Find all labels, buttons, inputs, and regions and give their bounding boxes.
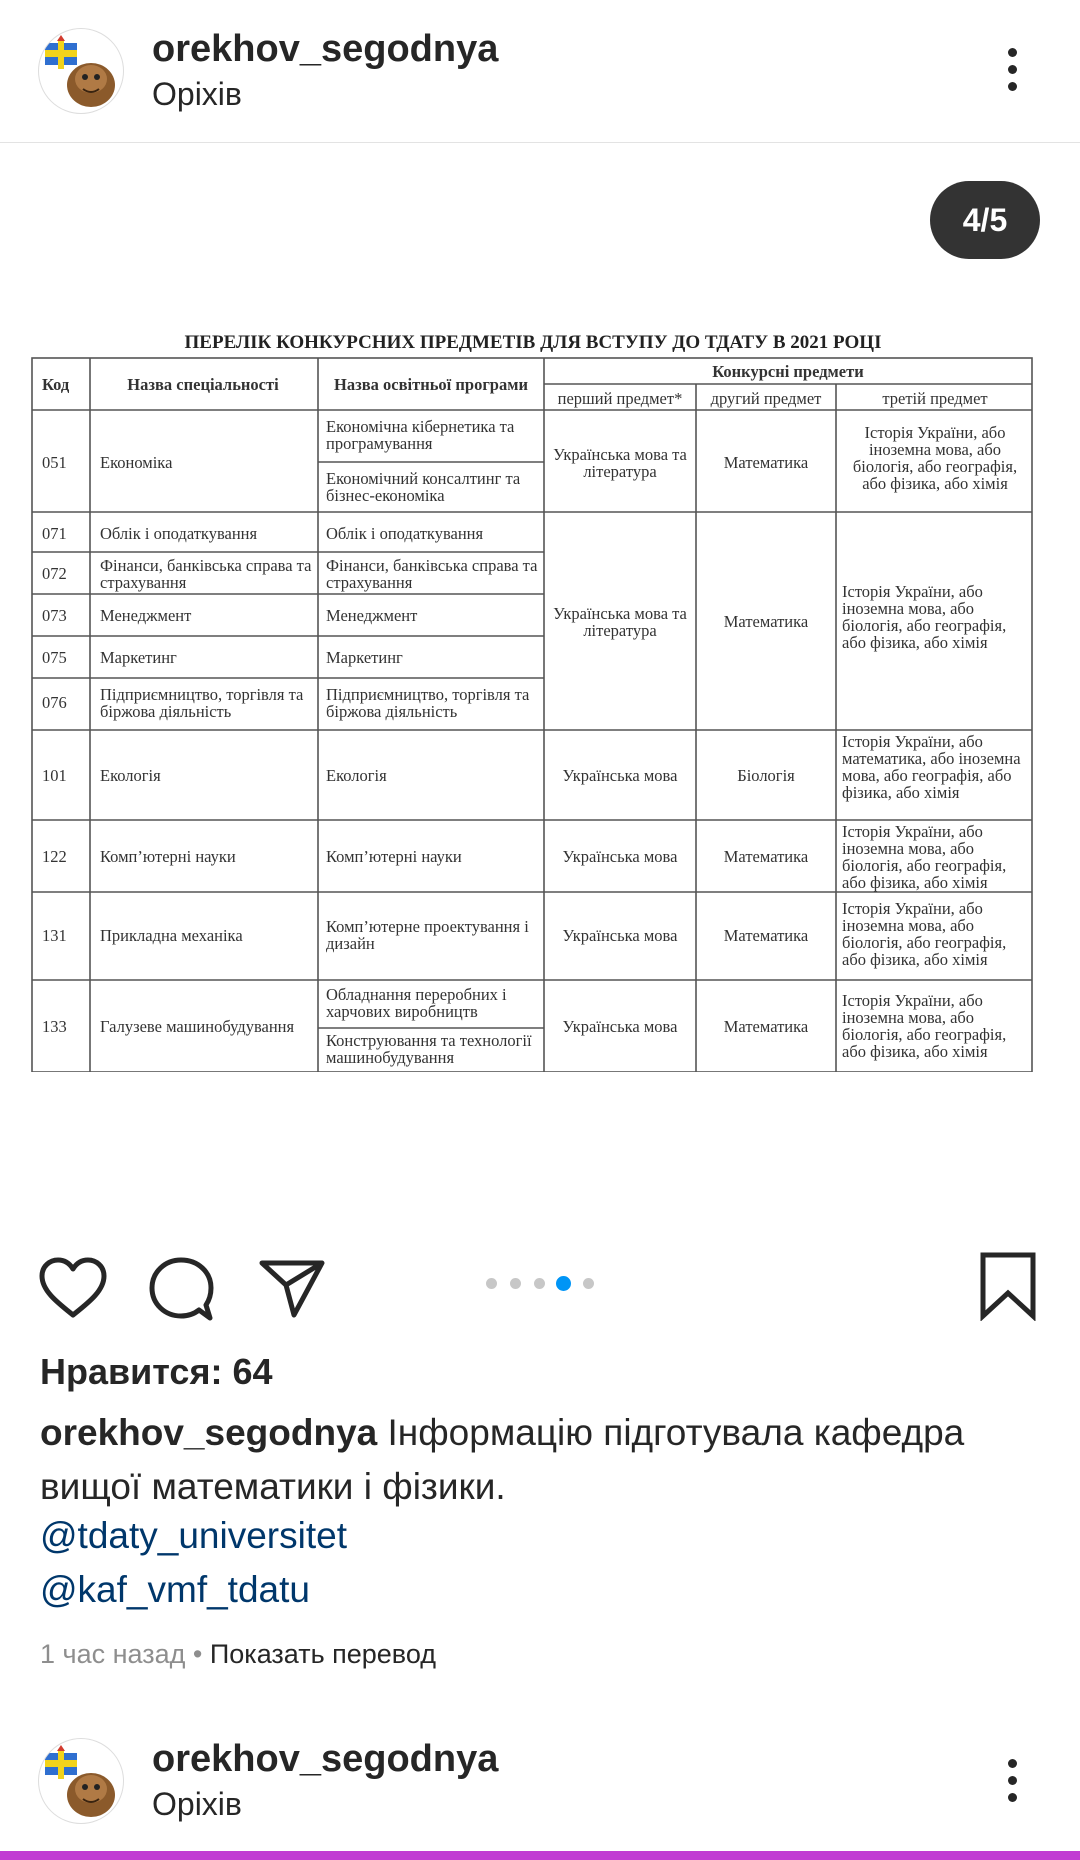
first-122: Українська мова — [562, 847, 678, 866]
third-133: Історія України, або іноземна мова, або біологія, або географія, або фізика, або хімія — [842, 991, 1007, 1061]
carousel-dot-active — [556, 1276, 571, 1291]
third-051: Історія України, або іноземна мова, або біологія, або географія, або фізика, або хімія — [852, 423, 1018, 493]
post-time: 1 час назад — [40, 1639, 186, 1669]
specialty-073: Менеджмент — [100, 606, 192, 625]
program-122: Комп’ютерні науки — [326, 847, 462, 866]
header-subjects: Конкурсні предмети — [712, 362, 864, 381]
code-131: 131 — [42, 926, 67, 945]
comment-icon[interactable] — [148, 1257, 214, 1321]
next-post-header — [0, 1712, 1080, 1854]
third-07x: Історія України, або іноземна мова, або біологія, або географія, або фізика, або хімія — [842, 582, 1007, 652]
mention-link[interactable]: @kaf_vmf_tdatu — [40, 1569, 310, 1610]
code-122: 122 — [42, 847, 67, 866]
mention-link[interactable]: @tdaty_universitet — [40, 1515, 347, 1556]
second-133: Математика — [723, 1017, 809, 1036]
code-073: 073 — [42, 606, 67, 625]
first-131: Українська мова — [562, 926, 678, 945]
carousel-dot — [510, 1278, 521, 1289]
specialty-075: Маркетинг — [100, 648, 177, 667]
program-076: Підприємництво, торгівля та біржова діяльність — [326, 685, 530, 721]
location[interactable]: Оріхів — [152, 1786, 242, 1822]
program-051-2: Економічний консалтинг та бізнес-економіка — [326, 469, 521, 505]
specialty-101: Екологія — [100, 766, 161, 785]
location[interactable]: Оріхів — [152, 76, 242, 112]
third-101: Історія України, або математика, або іноземна мова, або географія, або фізика, або хімія — [842, 732, 1021, 802]
avatar[interactable] — [38, 1738, 124, 1824]
carousel-dot — [486, 1278, 497, 1289]
specialty-071: Облік і оподаткування — [100, 524, 258, 543]
avatar[interactable] — [38, 28, 124, 114]
heart-icon[interactable] — [38, 1257, 108, 1319]
code-075: 075 — [42, 648, 67, 667]
specialty-051: Економіка — [100, 453, 173, 472]
caption-text: Інформацію підготувала кафедра вищої математики і фізики. — [40, 1412, 965, 1507]
username[interactable]: orekhov_segodnya — [152, 1738, 499, 1780]
bottom-accent-bar — [0, 1851, 1080, 1860]
avatar-logo-icon — [39, 29, 123, 113]
first-101: Українська мова — [562, 766, 678, 785]
caption — [40, 1406, 1050, 1514]
carousel-dots — [486, 1275, 596, 1291]
code-076: 076 — [42, 693, 67, 712]
code-072: 072 — [42, 564, 67, 583]
specialty-131: Прикладна механіка — [100, 926, 243, 945]
specialty-122: Комп’ютерні науки — [100, 847, 236, 866]
header-second: другий предмет — [710, 389, 822, 408]
username[interactable]: orekhov_segodnya — [152, 28, 499, 70]
slide-counter: 4/5 — [930, 181, 1040, 259]
program-071: Облік і оподаткування — [326, 524, 484, 543]
post-header — [0, 0, 1080, 143]
program-072: Фінанси, банківська справа та страхування — [326, 556, 538, 592]
header-specialty: Назва спеціальності — [127, 375, 279, 394]
likes-count[interactable]: Нравится: 64 — [40, 1351, 273, 1392]
program-101: Екологія — [326, 766, 387, 785]
second-131: Математика — [723, 926, 809, 945]
first-051: Українська мова та література — [553, 445, 687, 481]
specialty-072: Фінанси, банківська справа та страхування — [100, 556, 312, 592]
second-101: Біологія — [737, 766, 795, 785]
more-icon[interactable] — [990, 1756, 1034, 1806]
specialty-076: Підприємництво, торгівля та біржова діяльність — [100, 685, 304, 721]
code-071: 071 — [42, 524, 67, 543]
code-133: 133 — [42, 1017, 67, 1036]
second-07x: Математика — [723, 612, 809, 631]
program-075: Маркетинг — [326, 648, 403, 667]
first-133: Українська мова — [562, 1017, 678, 1036]
second-122: Математика — [723, 847, 809, 866]
program-051-1: Економічна кібернетика та програмування — [326, 417, 515, 453]
post-meta — [40, 1639, 436, 1670]
second-051: Математика — [723, 453, 809, 472]
first-07x: Українська мова та література — [553, 604, 687, 640]
third-122: Історія України, або іноземна мова, або біологія, або географія, або фізика, або хімія — [842, 822, 1007, 892]
code-101: 101 — [42, 766, 67, 785]
specialty-133: Галузеве машинобудування — [100, 1017, 295, 1036]
caption-username[interactable]: orekhov_segodnya — [40, 1412, 378, 1453]
header-third: третій предмет — [882, 389, 988, 408]
program-073: Менеджмент — [326, 606, 418, 625]
bookmark-icon[interactable] — [978, 1251, 1038, 1321]
program-133-2: Конструювання та технології машинобудування — [326, 1031, 532, 1067]
header-code: Код — [42, 375, 70, 394]
avatar-logo-icon — [39, 1739, 123, 1823]
post-image-document[interactable] — [28, 320, 1038, 1072]
carousel-dot — [534, 1278, 545, 1289]
document-title: ПЕРЕЛІК КОНКУРСНИХ ПРЕДМЕТІВ ДЛЯ ВСТУПУ ДО ТДАТУ В 2021 РОЦІ — [184, 332, 882, 353]
header-first: перший предмет* — [557, 389, 683, 408]
program-133-1: Обладнання переробних і харчових виробництв — [326, 985, 507, 1021]
meta-separator: • — [185, 1639, 210, 1669]
code-051: 051 — [42, 453, 67, 472]
more-icon[interactable] — [990, 45, 1034, 95]
translate-link[interactable]: Показать перевод — [209, 1639, 437, 1669]
share-icon[interactable] — [258, 1257, 326, 1319]
third-131: Історія України, або іноземна мова, або біологія, або географія, або фізика, або хімія — [842, 899, 1007, 969]
header-program: Назва освітньої програми — [334, 375, 528, 394]
program-131: Комп’ютерне проектування і дизайн — [326, 917, 529, 953]
carousel-dot — [583, 1278, 594, 1289]
